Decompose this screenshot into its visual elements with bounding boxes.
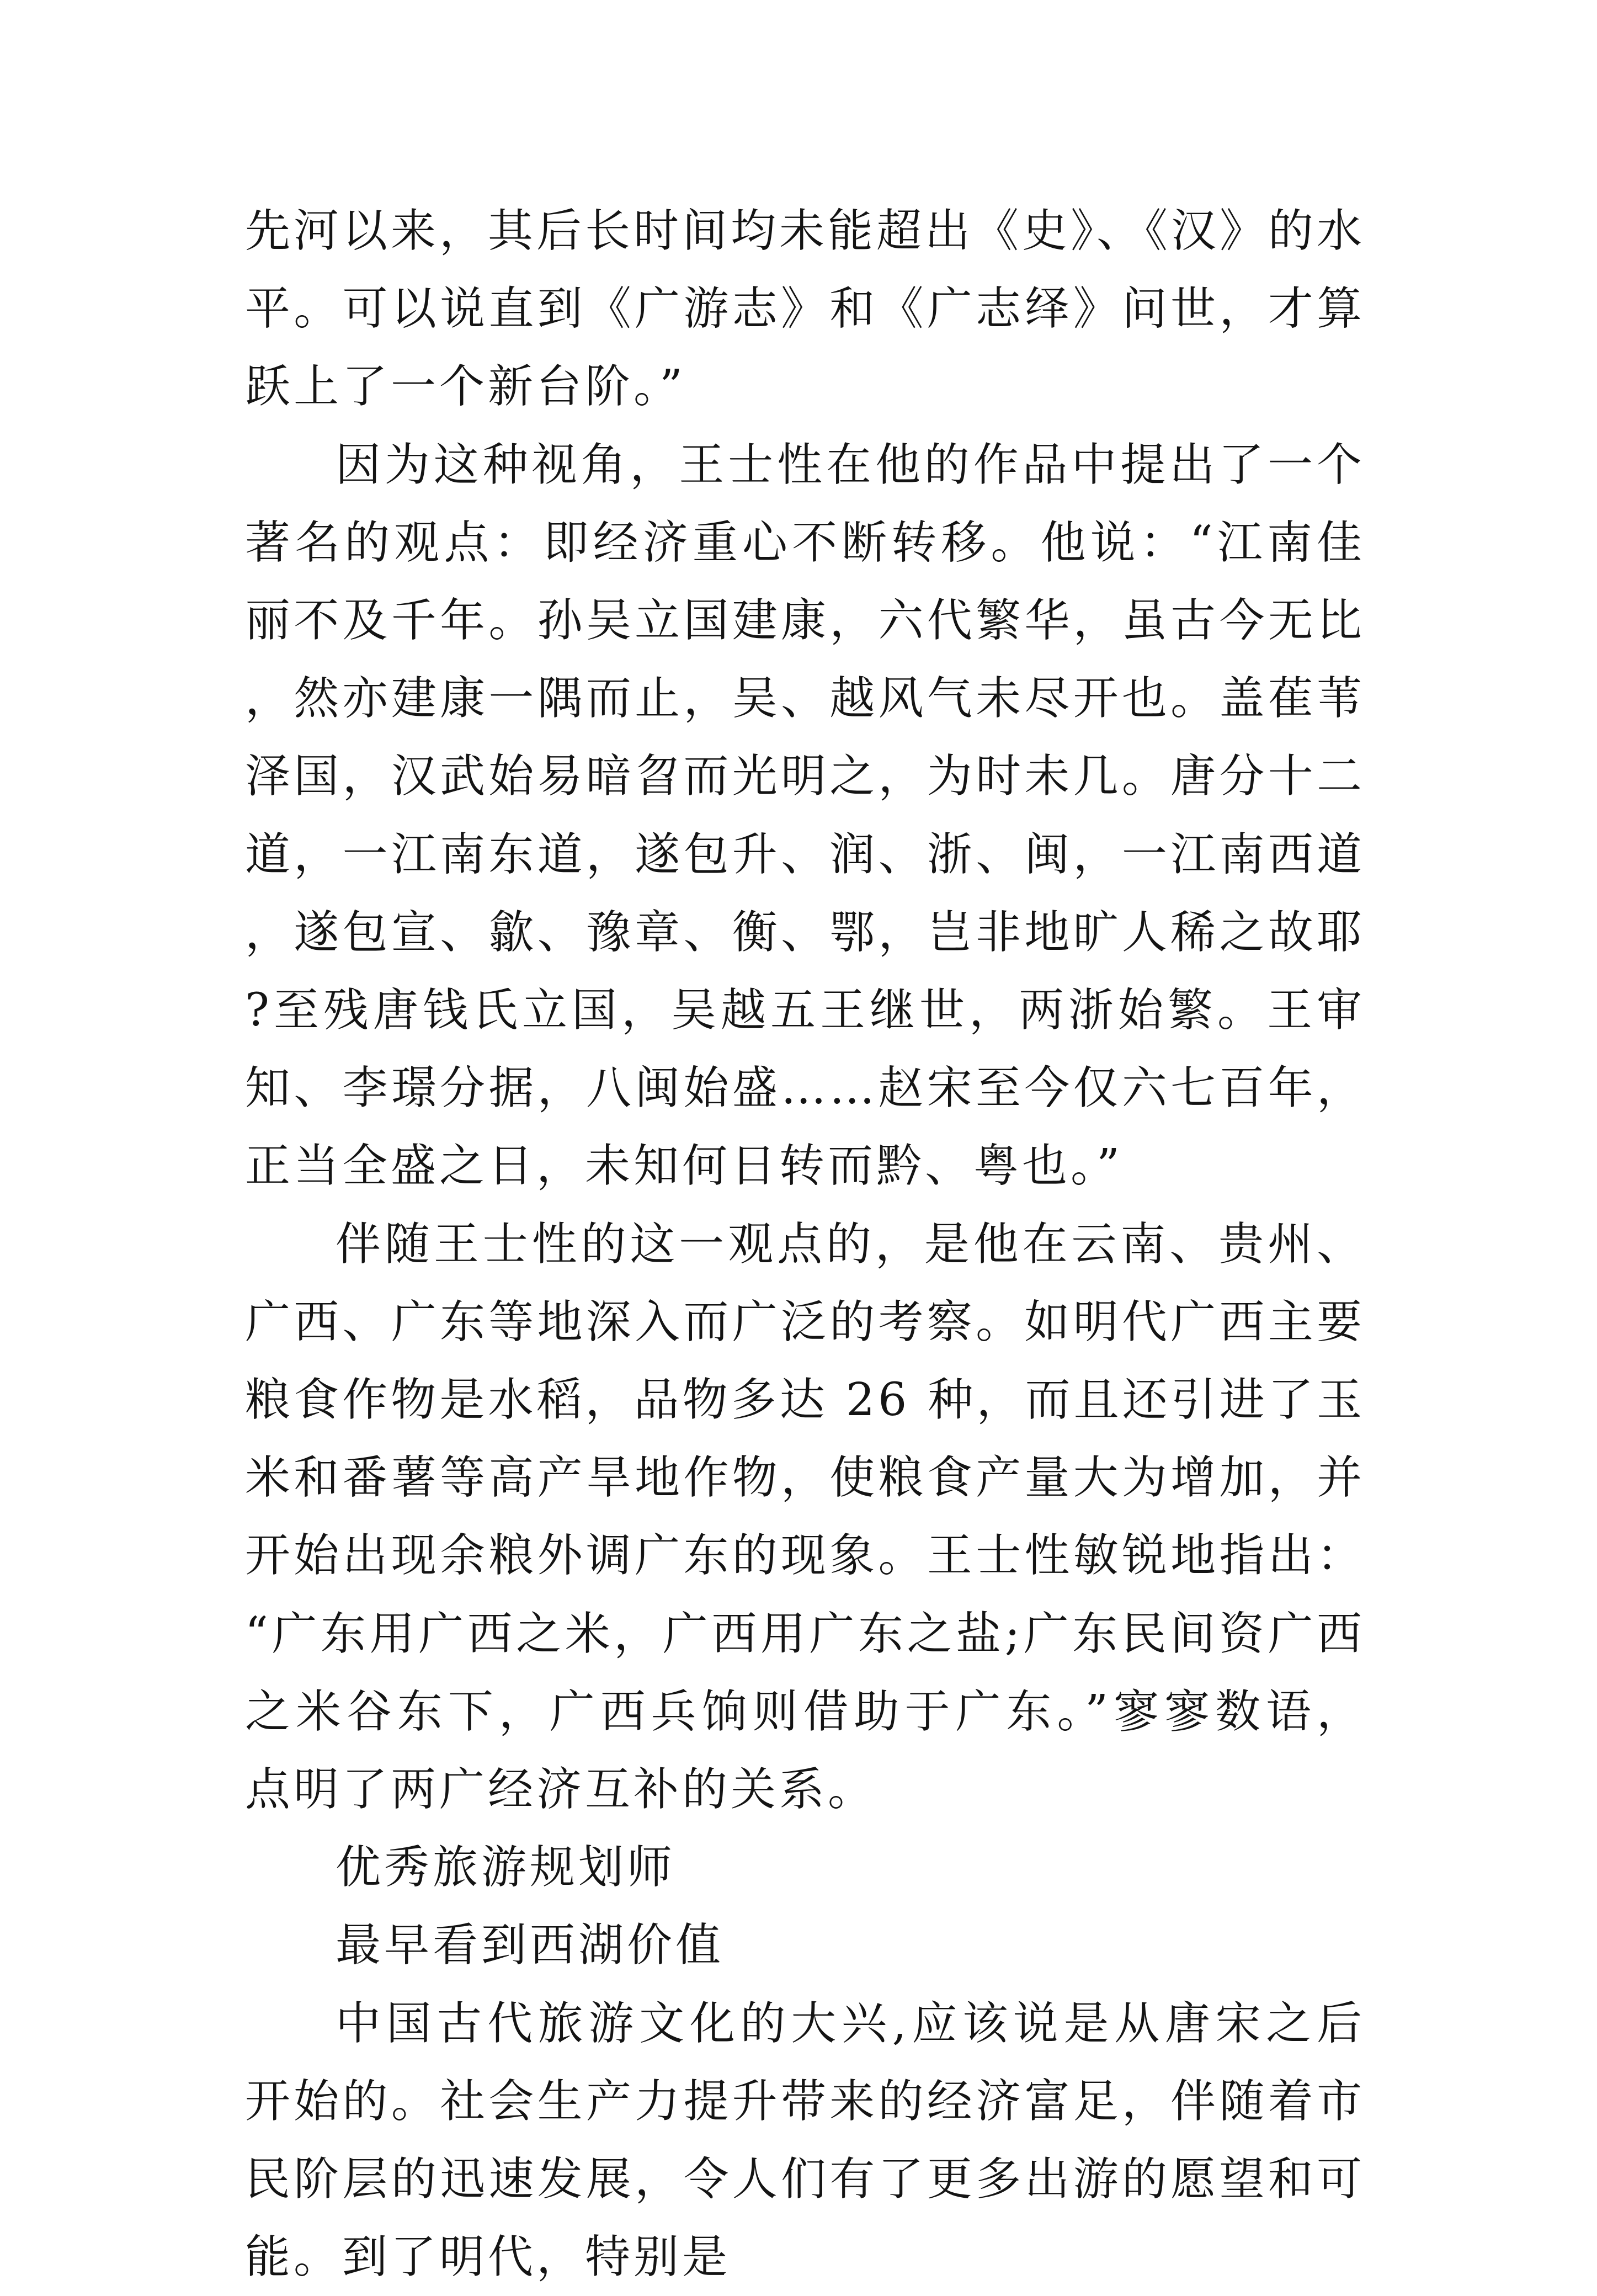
section-heading-tourism-planner: 优秀旅游规划师 — [336, 1841, 676, 1894]
paragraph-guangxi-guangdong: 伴随王士性的这一观点的，是他在云南、贵州、广西、广东等地深入而广泛的考察。如明代广西主要粮食作物是水稻，品物多达 26 种，而且还引进了玉米和番薯等高产旱地作物，使粮食产量大为增加，并开始出现余粮外调广东的现象。王士性敏锐地指出：“广东用广西之米，广西用广东之盐;广东民间资广西之米谷东下，广西兵饷则借助于广东。”寥寥数语，点明了两广经济互补的关系。 — [245, 1218, 1365, 1816]
paragraph-economic-center: 因为这种视角，王士性在他的作品中提出了一个著名的观点：即经济重心不断转移。他说：“江南佳丽不及千年。孙吴立国建康，六代繁华，虽古今无比，然亦建康一隅而止，吴、越风气未尽开也。盖萑苇泽国，汉武始易暗曶而光明之，为时未几。唐分十二道，一江南东道，遂包升、润、浙、闽，一江南西道，遂包宣、歙、豫章、衡、鄂，岂非地旷人稀之故耶?至残唐钱氏立国，吴越五王继世，两浙始繁。王审知、李璟分据，八闽始盛……赵宋至今仅六七百年，正当全盛之日，未知何日转而黔、粤也。” — [245, 438, 1365, 1193]
paragraph-continuation: 先河以来，其后长时间均未能超出《史》、《汉》的水平。可以说直到《广游志》和《广志绎》问世，才算跃上了一个新台阶。” — [245, 205, 1366, 413]
section-subheading-west-lake: 最早看到西湖价值 — [336, 1919, 725, 1972]
document-body — [245, 192, 1365, 2296]
paragraph-tourism-culture: 中国古代旅游文化的大兴,应该说是从唐宋之后开始的。社会生产力提升带来的经济富足，伴随着市民阶层的迅速发展，令人们有了更多出游的愿望和可能。到了明代，特别是 — [245, 1997, 1365, 2284]
